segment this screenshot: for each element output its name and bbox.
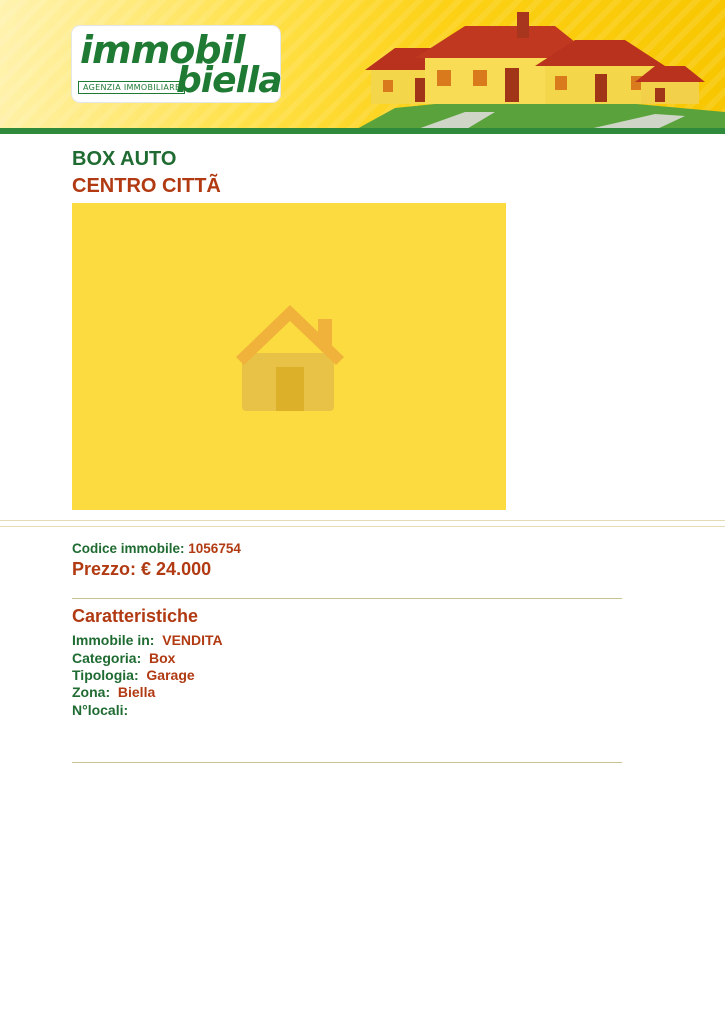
property-code [72,541,241,556]
features-title: Caratteristiche [72,606,199,626]
feature-value: Garage [146,667,195,683]
feature-row [72,650,175,666]
logo-word-top: immobil [80,28,245,72]
feature-label: N°locali: [72,702,129,718]
agency-logo [72,26,280,102]
house-icon [232,299,348,415]
feature-value: VENDITA [162,632,223,648]
logo-tagline: AGENZIA IMMOBILIARE [78,81,185,94]
feature-label: Immobile in: [72,632,155,648]
feature-value: Box [149,650,176,666]
feature-label: Zona: [72,684,111,700]
price-label: Prezzo: [72,559,137,579]
code-label: Codice immobile: [72,541,185,556]
property-price [72,559,211,580]
listing-subtitle: CENTRO CITTÃ [72,175,221,197]
feature-row [72,632,223,648]
code-value: 1056754 [188,541,241,556]
feature-row [72,667,195,683]
header-stripe [0,128,725,134]
feature-row [72,702,132,718]
price-value: € 24.000 [141,559,212,579]
feature-label: Tipologia: [72,667,139,683]
divider [72,762,622,763]
feature-value: Biella [117,684,156,700]
property-photo-placeholder [72,203,506,510]
header-banner [0,0,725,128]
divider [0,520,725,521]
logo-word-bottom: biella [176,60,282,101]
feature-row [72,684,155,700]
house-illustration [355,8,725,128]
listing-title: BOX AUTO [72,148,177,170]
feature-label: Categoria: [72,650,142,666]
divider [0,526,725,527]
divider [72,598,622,599]
